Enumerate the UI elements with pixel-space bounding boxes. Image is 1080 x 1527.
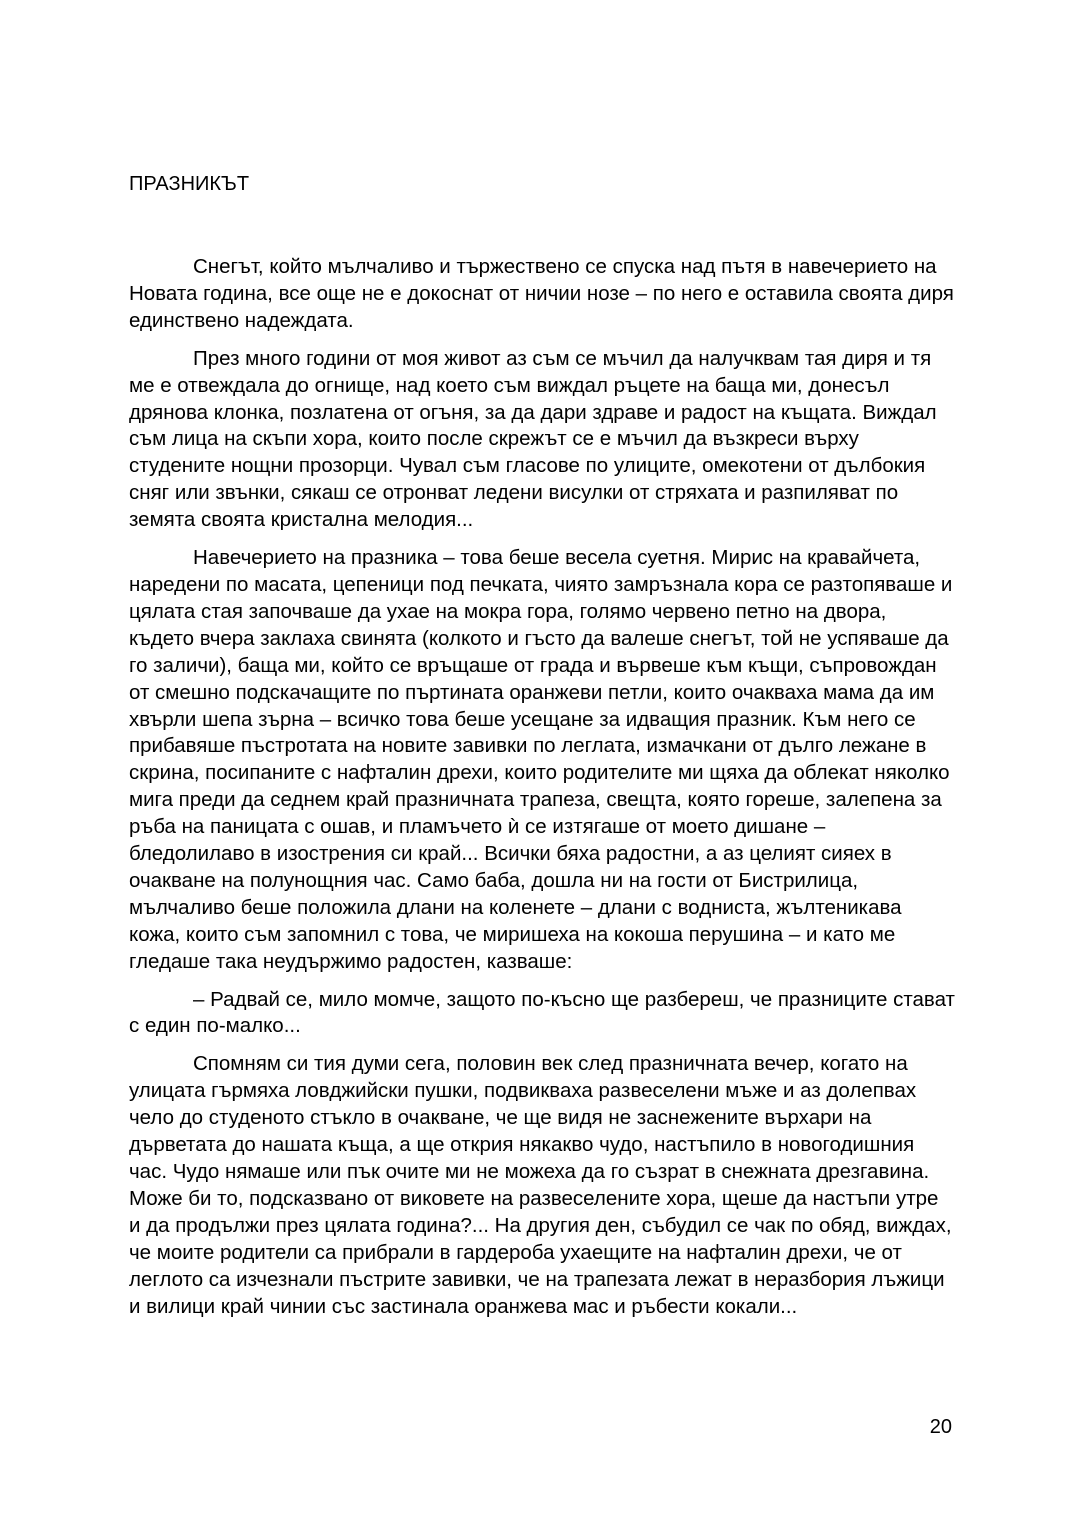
paragraph: Снегът, който мълчаливо и тържествено се спуска над пътя в навечерието на Новата година, все още не е докоснат от ничии нозе – по него е оставила своята диря единствено надеждата. <box>129 255 954 332</box>
body-text <box>129 254 955 1331</box>
paragraph: През много години от моя живот аз съм се мъчил да налучквам тая диря и тя ме е отвеждала до огнище, над което съм виждал ръцете на баща ми, донесъл дрянова клонка, позлатена от огъня, за да дари здраве и радост на къщата. Виждал съм лица на скъпи хора, които после скрежът се е мъчил да възкреси върху студените нощни прозорци. Чувал съм гласове по улиците, омекотени от дълбокия сняг или звънки, сякаш се отронват ледени висулки от стряхата и разпиляват по земята своята кристална мелодия... <box>129 346 937 532</box>
dialogue-paragraph: – Радвай се, мило момче, защото по-късно ще разбереш, че празниците стават с един по-малко... <box>129 987 955 1038</box>
page-number: 20 <box>929 1416 952 1438</box>
paragraph: Навечерието на празника – това беше весела суетня. Мирис на кравайчета, наредени по масата, цепеници под печката, чиято замръзнала кора се разтопяваше и цялата стая започваше да ухае на мокра гора, голямо червено петно на двора, където вчера заклаха свинята (колкото и гъсто да валеше снегът, той не успяваше да го заличи), баща ми, който се връщаше от града и вървеше към къщи, съпровождан от смешно подскачащите по пъртината оранжеви петли, които очакваха мама да им хвърли шепа зърна – всичко това беше усещане за идващия празник. Към него се прибавяше пъстротата на новите завивки по леглата, измачкани от дълго лежане в скрина, посипаните с нафталин дрехи, които родителите ми щяха да облекат няколко мига преди да седнем край празничната трапеза, свещта, която гореше, залепена за ръба на паницата с ошав, и пламъчето ѝ се изтягаше от моето дишане – бледолилаво в изострения си край... Всички бяха радостни, а аз целият сияех в очакване на полунощния час. Само баба, дошла ни на гости от Бистрилица, мълчаливо беше положила длани на коленете – длани с воднистa, жълтеникава кожа, които съм запомнил с това, че миришеха на кокоша перушина – и като ме гледаше така неудържимо радостен, казваше: <box>129 546 953 973</box>
paragraph: Спомням си тия думи сега, половин век след празничната вечер, когато на улицата гърмяха ловджийски пушки, подвикваха развеселени мъже и аз долепвах чело до студеното стъкло в очакване, че ще видя не заснежените върхари на дърветата до нашата къща, а ще открия някакво чудо, настъпило в новогодишния час. Чудо нямаше или пък очите ми не можеха да го съзрат в снежната дрезгавина. Може би то, подсказвано от виковете на развеселените хора, щеше да настъпи утре и да продължи през цялата година?... На другия ден, събудил се чак по обяд, виждах, че моите родители са прибрали в гардероба ухаещите на нафталин дрехи, че от леглото са изчезнали пъстрите завивки, че на трапезата лежат в неразбория лъжици и вилици край чинии със застинала оранжева мас и ръбести кокали... <box>129 1052 952 1318</box>
page-title: ПРАЗНИКЪТ <box>129 173 250 195</box>
